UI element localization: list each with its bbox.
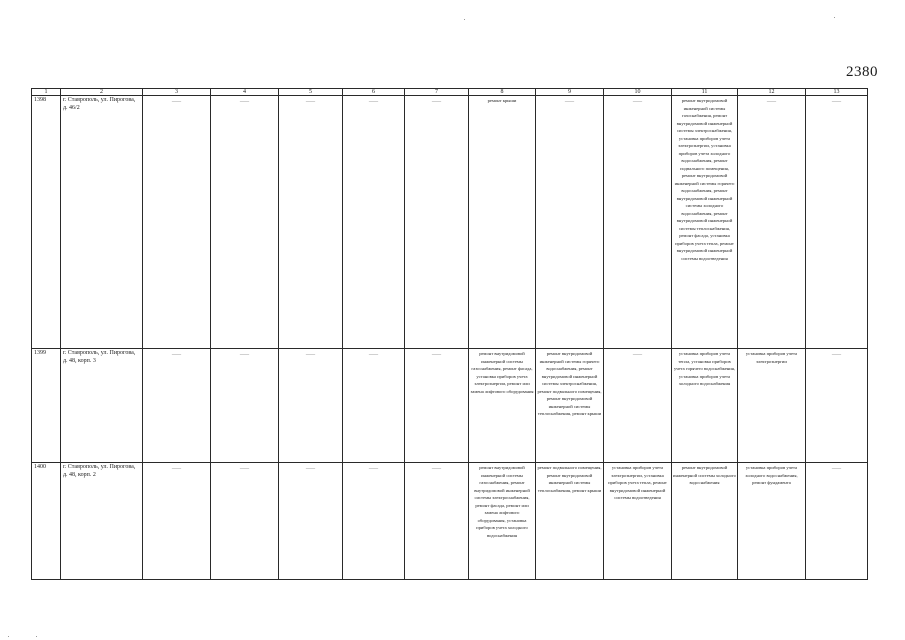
empty-cell: —— xyxy=(343,349,405,463)
works-cell: ремонт внутридомовой инженерной системы газоснабжения, ремонт фасада, установка приборов учета электроэнергии, ремонт или замена лифтового оборудования xyxy=(469,349,536,463)
row-number: 1399 xyxy=(32,349,61,463)
empty-cell: —— xyxy=(143,463,211,580)
empty-cell: —— xyxy=(279,463,343,580)
column-header: 6 xyxy=(343,89,405,96)
column-header: 12 xyxy=(738,89,806,96)
works-cell: ремонт внутридомовой инженерной системы холодного водоснабжения xyxy=(672,463,738,580)
works-cell: установка приборов учета холодного водоснабжения, ремонт фундамента xyxy=(738,463,806,580)
table-row xyxy=(32,349,868,463)
works-cell: установка приборов учета тепла, установка приборов учета горячего водоснабжения, установка приборов учета холодного водоснабжения xyxy=(672,349,738,463)
scan-speck xyxy=(8,636,9,637)
empty-cell: —— xyxy=(806,463,868,580)
scan-speck xyxy=(834,17,835,18)
column-header: 5 xyxy=(279,89,343,96)
address-cell: г. Ставрополь, ул. Пирогова, д. 46/2 xyxy=(61,96,143,349)
row-number: 1400 xyxy=(32,463,61,580)
works-cell: ремонт внутридомовой инженерной системы газоснабжения, ремонт внутридомовой инженерной системы электроснабжения, установка приборов учета электроэнергии, установка приборов учета холодного водоснабжения, ремонт подвального помещения, ремонт внутридомовой инженерной системы горячего водоснабжения, ремонт внутридомовой инженерной системы холодного водоснабжения, ремонт внутридомовой инженерной системы теплоснабжения, ремонт фасада, установка приборов учета тепла, ремонт внутридомовой инженерной системы водоотведения xyxy=(672,96,738,349)
empty-cell: —— xyxy=(211,349,279,463)
empty-cell: —— xyxy=(211,463,279,580)
column-header: 1 xyxy=(32,89,61,96)
column-header: 9 xyxy=(536,89,604,96)
empty-cell: —— xyxy=(143,96,211,349)
column-header: 4 xyxy=(211,89,279,96)
works-cell: установка приборов учета электроэнергии, установка приборов учета тепла, ремонт внутридомовой инженерной системы водоотведения xyxy=(604,463,672,580)
empty-cell: —— xyxy=(279,349,343,463)
table-row xyxy=(32,96,868,349)
column-header: 2 xyxy=(61,89,143,96)
works-cell: установка приборов учета электроэнергии xyxy=(738,349,806,463)
empty-cell: —— xyxy=(211,96,279,349)
empty-cell: —— xyxy=(343,96,405,349)
empty-cell: —— xyxy=(405,463,469,580)
works-cell: ремонт крыши xyxy=(469,96,536,349)
works-cell: ремонт внутридомовой инженерной системы газоснабжения, ремонт внутридомовой инженерной системы электроснабжения, ремонт фасада, ремонт или замена лифтового оборудования, установка приборов учета холодного водоснабжения xyxy=(469,463,536,580)
empty-cell: —— xyxy=(806,96,868,349)
empty-cell: —— xyxy=(806,349,868,463)
empty-cell: —— xyxy=(343,463,405,580)
header-row xyxy=(32,89,868,96)
empty-cell: —— xyxy=(604,349,672,463)
empty-cell: —— xyxy=(536,96,604,349)
scan-speck xyxy=(464,19,465,20)
page-number: 2380 xyxy=(846,64,878,80)
row-number: 1398 xyxy=(32,96,61,349)
register-table xyxy=(31,88,868,580)
scan-speck xyxy=(36,636,37,637)
works-cell: ремонт подвального помещения, ремонт внутридомовой инженерной системы теплоснабжения, ремонт крыши xyxy=(536,463,604,580)
column-header: 8 xyxy=(469,89,536,96)
address-cell: г. Ставрополь, ул. Пирогова, д. 48, корп. 2 xyxy=(61,463,143,580)
column-header: 3 xyxy=(143,89,211,96)
empty-cell: —— xyxy=(604,96,672,349)
empty-cell: —— xyxy=(143,349,211,463)
empty-cell: —— xyxy=(738,96,806,349)
column-header: 10 xyxy=(604,89,672,96)
empty-cell: —— xyxy=(405,349,469,463)
column-header: 7 xyxy=(405,89,469,96)
empty-cell: —— xyxy=(279,96,343,349)
table-row xyxy=(32,463,868,580)
column-header: 11 xyxy=(672,89,738,96)
address-cell: г. Ставрополь, ул. Пирогова, д. 48, корп. 3 xyxy=(61,349,143,463)
column-header: 13 xyxy=(806,89,868,96)
works-cell: ремонт внутридомовой инженерной системы горячего водоснабжения, ремонт внутридомовой инженерной системы электроснабжения, ремонт подвального помещения, ремонт внутридомовой инженерной системы теплоснабжения, ремонт крыши xyxy=(536,349,604,463)
empty-cell: —— xyxy=(405,96,469,349)
